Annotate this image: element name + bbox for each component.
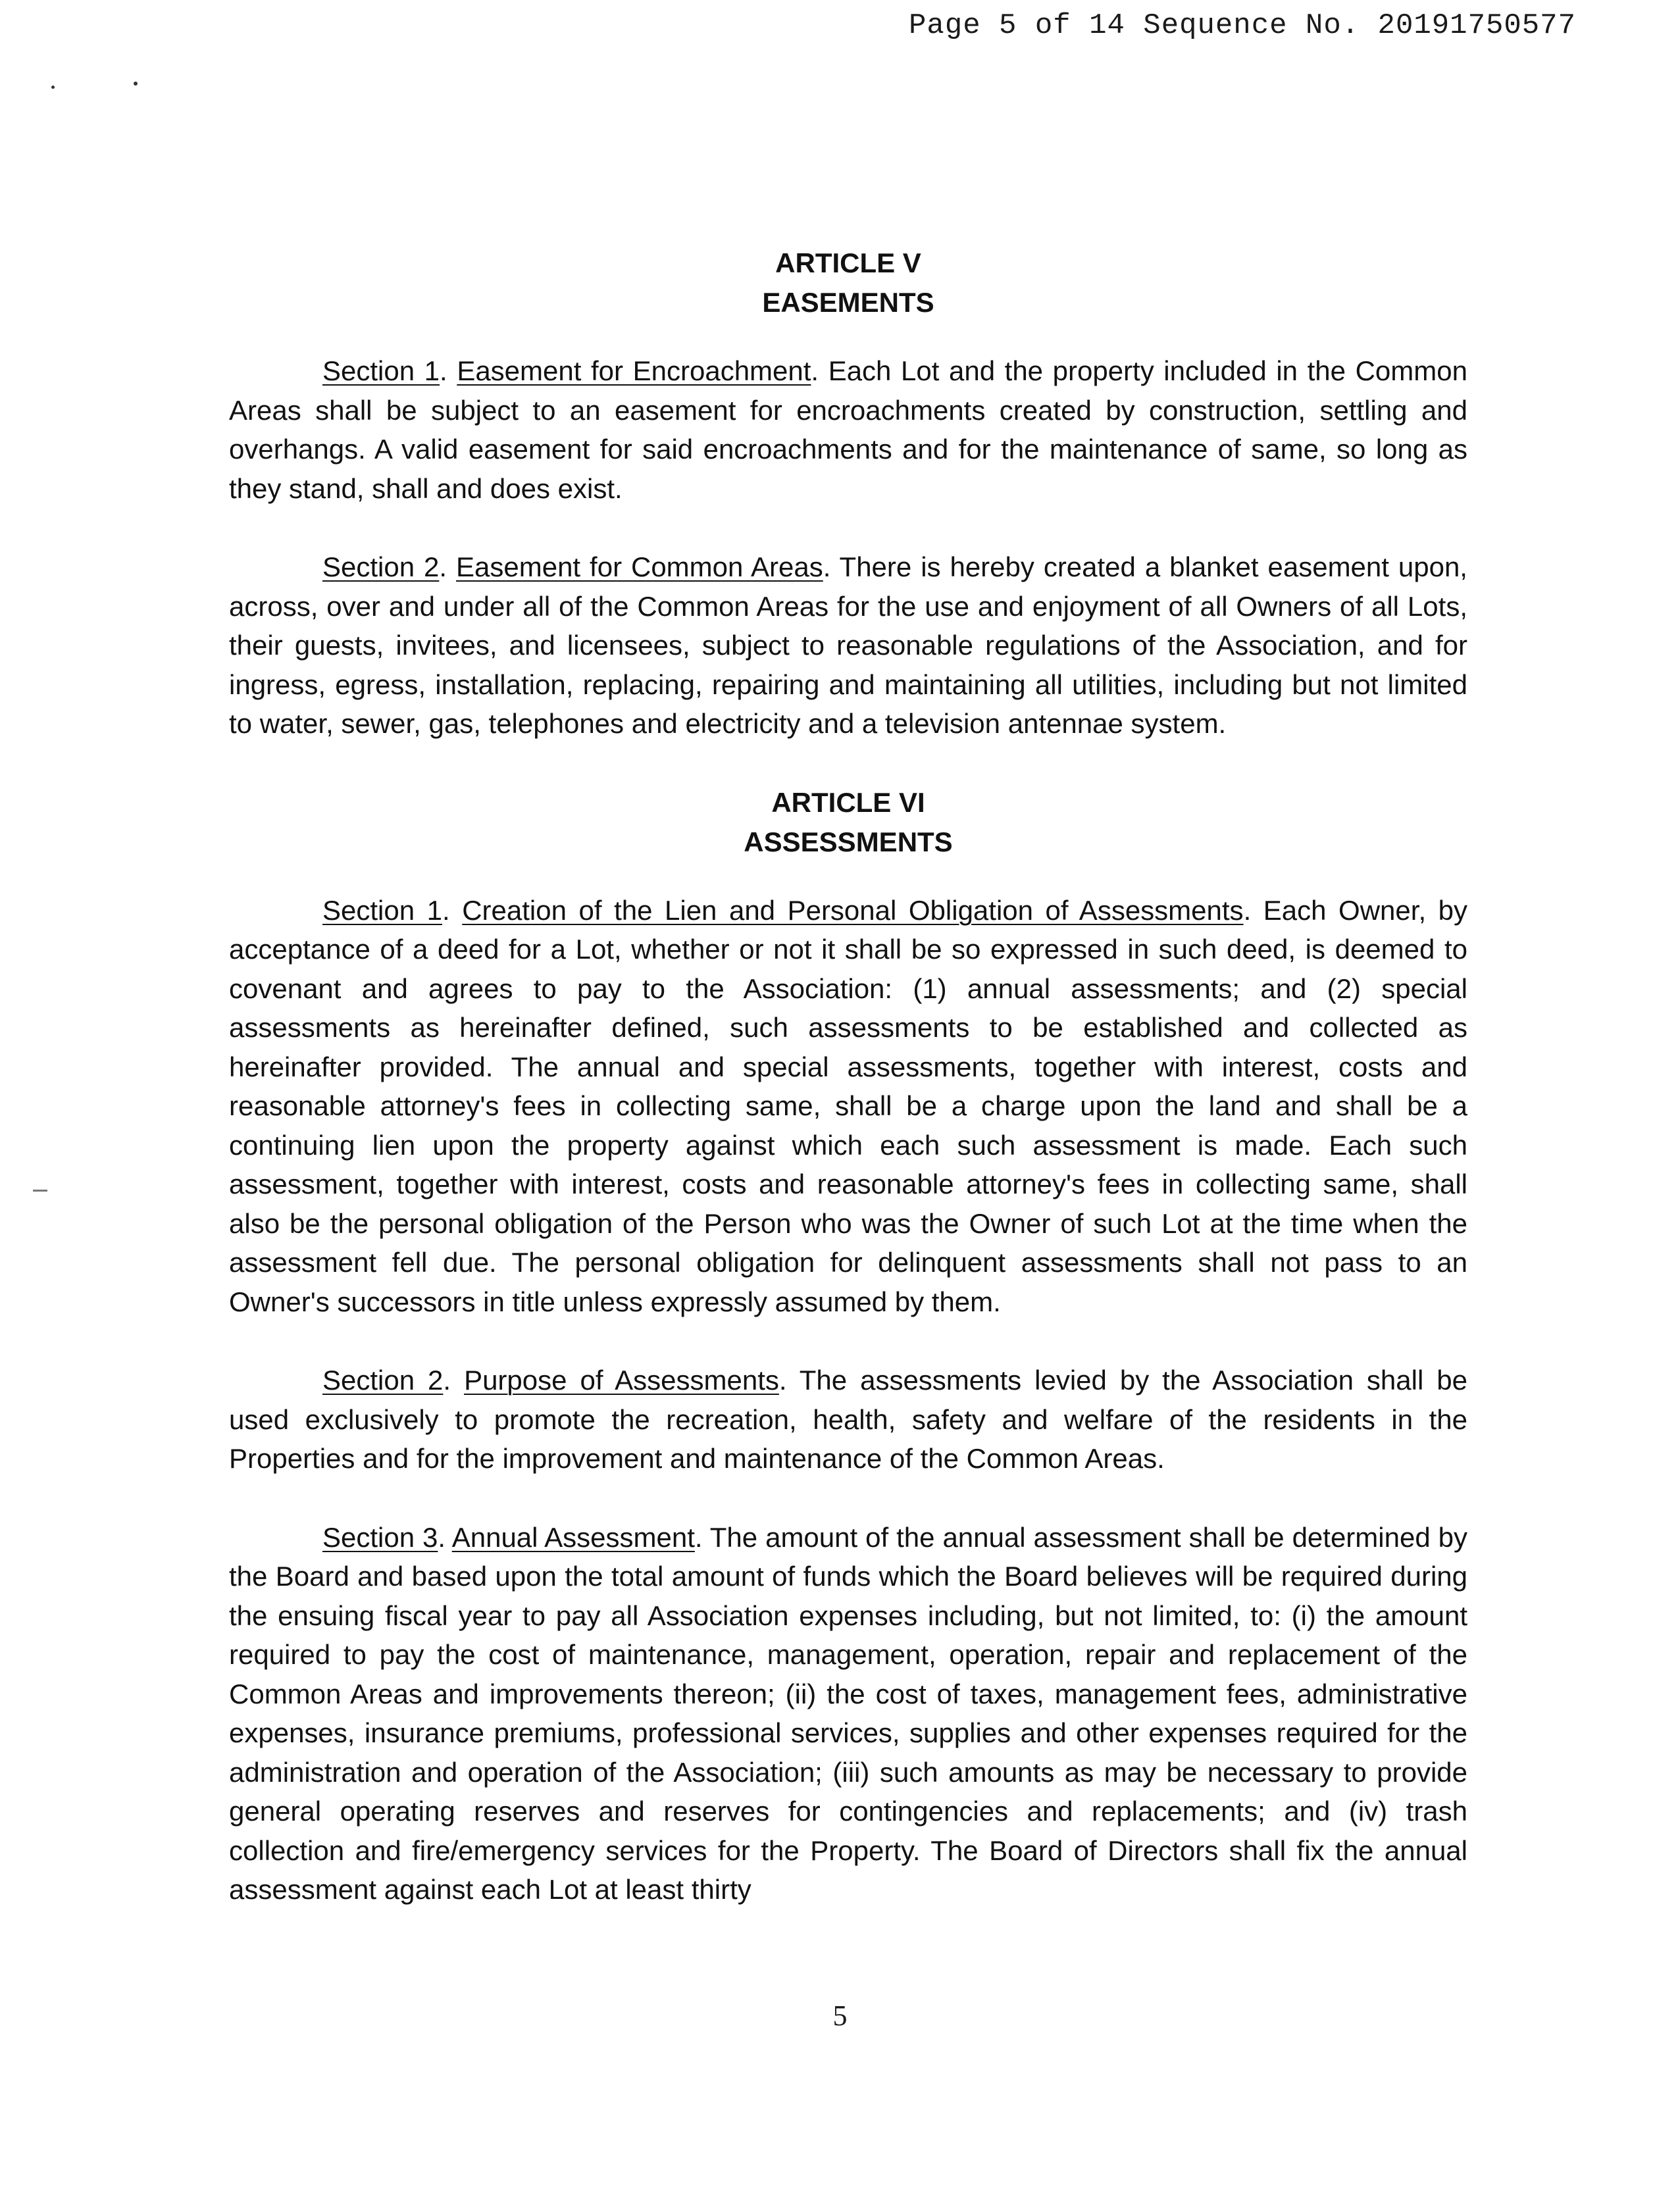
section-number: Section 2: [322, 551, 440, 582]
document-body: [229, 243, 1467, 1946]
article-vi-heading: [229, 783, 1467, 862]
article-v-heading: [229, 243, 1467, 322]
article-subtitle: EASEMENTS: [762, 287, 934, 318]
scan-speck: [51, 86, 55, 89]
section-text: Each Lot and the property included in the Common Areas shall be subject to an easement for encroachments created by construction, settling and overhangs. A valid easement for said encroachments and for the maintenance of same, so long as they stand, shall and does exist.: [229, 355, 1467, 504]
section-paragraph: Section 3. Annual Assessment. The amount of the annual assessment shall be determined by the Board and based upon the total amount of funds which the Board believes will be required during the ensuing fiscal year to pay all Association expenses including, but not limited, to: (i) the amount required to pay the cost of maintenance, management, operation, repair and replacement of the Common Areas and improvements thereon; (ii) the cost of taxes, management fees, administrative expenses, insurance premiums, professional services, supplies and other expenses required for the administration and operation of the Association; (iii) such amounts as may be necessary to provide general operating reserves and reserves for contingencies and replacements; and (iv) trash collection and fire/emergency services for the Property. The Board of Directors shall fix the annual assessment against each Lot at least thirty: [229, 1521, 1468, 1905]
page-number: 5: [832, 2000, 848, 2032]
section-heading: Annual Assessment: [451, 1521, 695, 1553]
article-subtitle: ASSESSMENTS: [744, 826, 953, 857]
section-number: Section 3: [322, 1521, 438, 1553]
section-paragraph: Section 1. Creation of the Lien and Personal Obligation of Assessments. Each Owner, by acceptance of a deed for a Lot, whether or not it shall be so expressed in such deed, is deemed to covenant and agrees to pay to the Association: (1) annual assessments; and (2) special assessments as hereinafter defined, such assessments to be established and collected as hereinafter provided. The annual and special assessments, together with interest, costs and reasonable attorney's fees in collecting same, shall be a charge upon the land and shall be a continuing lien upon the property against which each such assessment is made. Each such assessment, together with interest, costs and reasonable attorney's fees in collecting same, shall also be the personal obligation of the Person who was the Owner of such Lot at the time when the assessment fell due. The personal obligation for delinquent assessments shall not pass to an Owner's successors in title unless expressly assumed by them.: [229, 894, 1468, 1317]
section-heading: Easement for Encroachment: [457, 355, 811, 386]
section-heading: Creation of the Lien and Personal Obligation of Assessments: [462, 894, 1244, 926]
scan-speck: [134, 82, 138, 86]
section-text: The amount of the annual assessment shall be determined by the Board and based upon the total amount of funds which the Board believes will be required during the ensuing fiscal year to pay all Association expenses including, but not limited, to: (i) the amount required to pay the cost of maintenance, management, operation, repair and replacement of the Common Areas and improvements thereon; (ii) the cost of taxes, management fees, administrative expenses, insurance premiums, professional services, supplies and other expenses required for the administration and operation of the Association; (iii) such amounts as may be necessary to provide general operating reserves and reserves for contingencies and replacements; and (iv) trash collection and fire/emergency services for the Property. The Board of Directors shall fix the annual assessment against each Lot at least thirty: [229, 1521, 1468, 1905]
section-heading: Easement for Common Areas: [456, 551, 823, 582]
section-number: Section 1: [322, 355, 440, 386]
section-number: Section 1: [322, 894, 442, 926]
section-paragraph: Section 2. Easement for Common Areas. There is hereby created a blanket easement upon, across, over and under all of the Common Areas for the use and enjoyment of all Owners of all Lots, their guests, invitees, and licensees, subject to reasonable regulations of the Association, and for ingress, egress, installation, replacing, repairing and maintaining all utilities, including but not limited to water, sewer, gas, telephones and electricity and a television antennae system.: [229, 551, 1467, 739]
scan-dash-mark: [33, 1190, 47, 1192]
page-sequence-stamp: Page 5 of 14 Sequence No. 20191750577: [909, 9, 1576, 42]
section-text: Each Owner, by acceptance of a deed for a Lot, whether or not it shall be so expressed in such deed, is deemed to covenant and agrees to pay to the Association: (1) annual assessments; and (2) special assessments as hereinafter defined, such assessments to be established and collected as hereinafter provided. The annual and special assessments, together with interest, costs and reasonable attorney's fees in collecting same, shall be a charge upon the land and shall be a continuing lien upon the property against which each such assessment is made. Each such assessment, together with interest, costs and reasonable attorney's fees in collecting same, shall also be the personal obligation of the Person who was the Owner of such Lot at the time when the assessment fell due. The personal obligation for delinquent assessments shall not pass to an Owner's successors in title unless expressly assumed by them.: [229, 894, 1468, 1317]
section-paragraph: Section 2. Purpose of Assessments. The assessments levied by the Association shall be used exclusively to promote the recreation, health, safety and welfare of the residents in the Properties and for the improvement and maintenance of the Common Areas.: [229, 1365, 1467, 1474]
section-text: The assessments levied by the Association shall be used exclusively to promote the recreation, health, safety and welfare of the residents in the Properties and for the improvement and maintenance of the Common Areas.: [229, 1365, 1467, 1474]
article-title: ARTICLE VI: [771, 786, 925, 818]
section-heading: Purpose of Assessments: [464, 1365, 779, 1396]
article-title: ARTICLE V: [775, 247, 921, 278]
section-number: Section 2: [322, 1365, 444, 1396]
section-paragraph: Section 1. Easement for Encroachment. Each Lot and the property included in the Common Areas shall be subject to an easement for encroachments created by construction, settling and overhangs. A valid easement for said encroachments and for the maintenance of same, so long as they stand, shall and does exist.: [229, 355, 1467, 504]
section-text: There is hereby created a blanket easement upon, across, over and under all of the Common Areas for the use and enjoyment of all Owners of all Lots, their guests, invitees, and licensees, subject to reasonable regulations of the Association, and for ingress, egress, installation, replacing, repairing and maintaining all utilities, including but not limited to water, sewer, gas, telephones and electricity and a television antennae system.: [229, 551, 1467, 739]
